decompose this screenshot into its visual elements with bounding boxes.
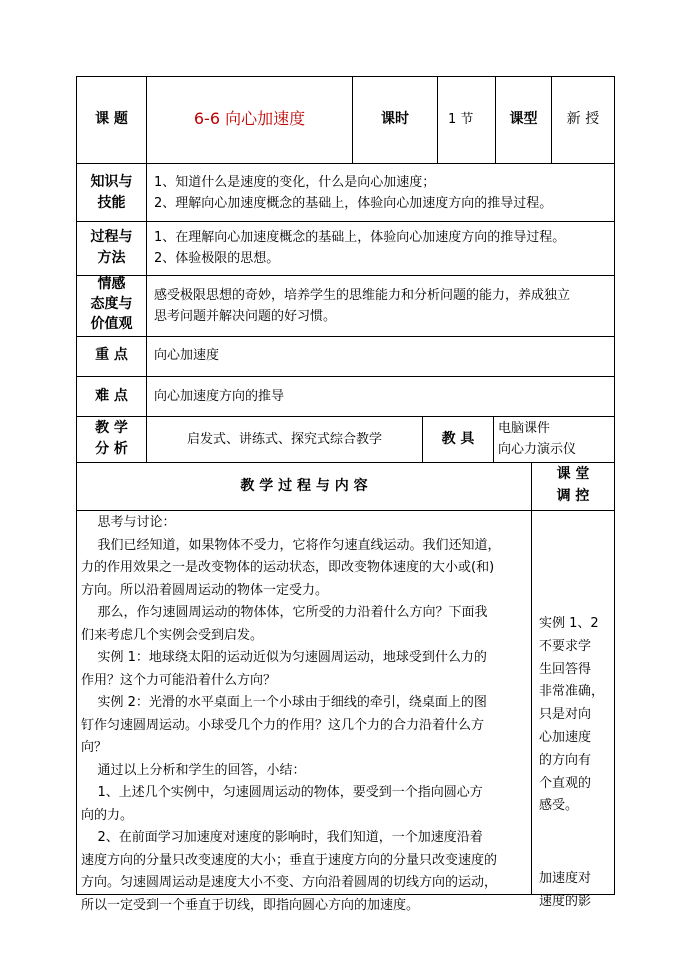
content-line: 们来考虑几个实例会受到启发。 (81, 627, 264, 643)
row-divider-6 (76, 416, 615, 417)
analysis-label-1: 教 学 (95, 420, 128, 436)
lesson-title: 6-6 向心加速度 (193, 109, 306, 128)
key-point-value: 向心加速度 (154, 348, 220, 363)
control-label-2: 调 控 (556, 488, 590, 504)
side-note-line: 实例 1、2 (539, 616, 599, 631)
side-note-line: 加速度对 (539, 871, 592, 887)
key-point-label: 重 点 (95, 347, 128, 363)
content-line: 实例 1：地球绕太阳的运动近似为匀速圆周运动，地球受到什么力的 (81, 650, 487, 665)
topic-label: 课 题 (95, 111, 128, 127)
side-note-line: 感受。 (539, 798, 579, 814)
type-label: 课型 (509, 111, 538, 127)
attitude-line-1: 感受极限思想的奇妙，培养学生的思维能力和分析问题的能力，养成独立 (154, 288, 571, 303)
content-line: 思考与讨论： (81, 515, 176, 530)
side-note-line: 只是对向 (539, 707, 592, 723)
content-line: 力的作用效果之一是改变物体的运动状态，即改变物体速度的大小或(和) (81, 560, 495, 575)
tools-line-1: 电脑课件 (498, 421, 551, 436)
control-column-divider (531, 462, 532, 894)
row-divider-5 (76, 376, 615, 377)
side-note-line: 生回答得 (539, 661, 592, 677)
row-divider-4 (76, 336, 615, 337)
attitude-label-3: 价值观 (90, 316, 133, 332)
content-line: 方向。匀速圆周运动是速度大小不变、方向沿着圆周的切线方向的运动， (81, 875, 498, 890)
control-label-1: 课 堂 (556, 466, 590, 482)
content-line: 向？ (81, 740, 108, 755)
row-divider-7 (76, 462, 615, 463)
attitude-label-2: 态度与 (90, 296, 133, 312)
row-divider-1 (76, 163, 615, 164)
side-note-line: 的方向有 (539, 752, 592, 768)
type-value: 新 授 (566, 111, 600, 127)
row-divider-8 (76, 510, 615, 511)
content-line: 实例 2：光滑的水平桌面上一个小球由于细线的牵引，绕桌面上的图 (81, 695, 487, 710)
content-line: 2、在前面学习加速度对速度的影响时，我们知道，一个加速度沿着 (81, 830, 483, 845)
teaching-method: 启发式、讲练式、探究式综合教学 (186, 432, 382, 447)
analysis-label-2: 分 析 (95, 441, 128, 457)
side-note-line: 非常准确， (539, 684, 605, 700)
content-line: 我们已经知道，如果物体不受力，它将作匀速直线运动。我们还知道， (81, 537, 501, 553)
content-line: 1、上述几个实例中，匀速圆周运动的物体，要受到一个指向圆心方 (81, 785, 483, 800)
process-line-1: 1、在理解向心加速度概念的基础上，体验向心加速度方向的推导过程。 (154, 230, 566, 245)
table-border-top (76, 76, 615, 77)
content-line: 作用？这个力可能沿着什么方向？ (81, 672, 277, 688)
table-border-right (614, 76, 615, 895)
side-notes (539, 613, 613, 914)
knowledge-line-2: 2、理解向心加速度概念的基础上，体验向心加速度方向的推导过程。 (154, 196, 553, 211)
knowledge-label-2: 技能 (97, 195, 126, 211)
difficulty-label: 难 点 (95, 388, 128, 404)
row-divider-3 (76, 275, 615, 276)
content-line: 所以一定受到一个垂直于切线，即指向圆心方向的加速度。 (81, 897, 420, 913)
knowledge-line-1: 1、知道什么是速度的变化，什么是向心加速度； (154, 175, 436, 190)
content-line: 方向。所以沿着圆周运动的物体一定受力。 (81, 582, 329, 598)
process-label-1: 过程与 (90, 229, 133, 245)
tools-line-2: 向心力演示仪 (498, 442, 577, 457)
side-note-line: 心加速度 (539, 729, 592, 745)
side-note-line: 不要求学 (539, 638, 592, 654)
process-content-title: 教 学 过 程 与 内 容 (240, 478, 368, 494)
content-line: 速度方向的分量只改变速度的大小；垂直于速度方向的分量只改变速度的 (81, 852, 498, 868)
difficulty-value: 向心加速度方向的推导 (154, 389, 285, 404)
content-line: 钉作匀速圆周运动。小球受几个力的作用？这几个力的合力沿着什么方 (81, 717, 485, 733)
content-line: 向的力。 (81, 807, 134, 823)
attitude-line-2: 思考问题并解决问题的好习惯。 (154, 309, 337, 324)
attitude-label-1: 情感 (97, 276, 126, 292)
header-divider-2 (437, 76, 438, 163)
process-line-2: 2、体验极限的思想。 (154, 251, 280, 266)
period-value: 1 节 (448, 112, 474, 127)
label-column-divider (146, 76, 147, 462)
analysis-divider-2 (493, 416, 494, 462)
content-line: 通过以上分析和学生的回答，小结： (81, 762, 306, 778)
knowledge-label-1: 知识与 (90, 174, 133, 190)
side-note-line: 个直观的 (539, 775, 592, 791)
period-label: 课时 (381, 111, 409, 127)
side-note-line (539, 818, 613, 868)
tools-label: 教 具 (441, 431, 475, 447)
content-body (81, 512, 529, 917)
content-line: 那么，作匀速圆周运动的物体体，它所受的力沿着什么方向？下面我 (81, 605, 488, 620)
side-note-line: 速度的影 (539, 893, 592, 909)
process-label-2: 方法 (97, 250, 126, 266)
row-divider-2 (76, 221, 615, 222)
